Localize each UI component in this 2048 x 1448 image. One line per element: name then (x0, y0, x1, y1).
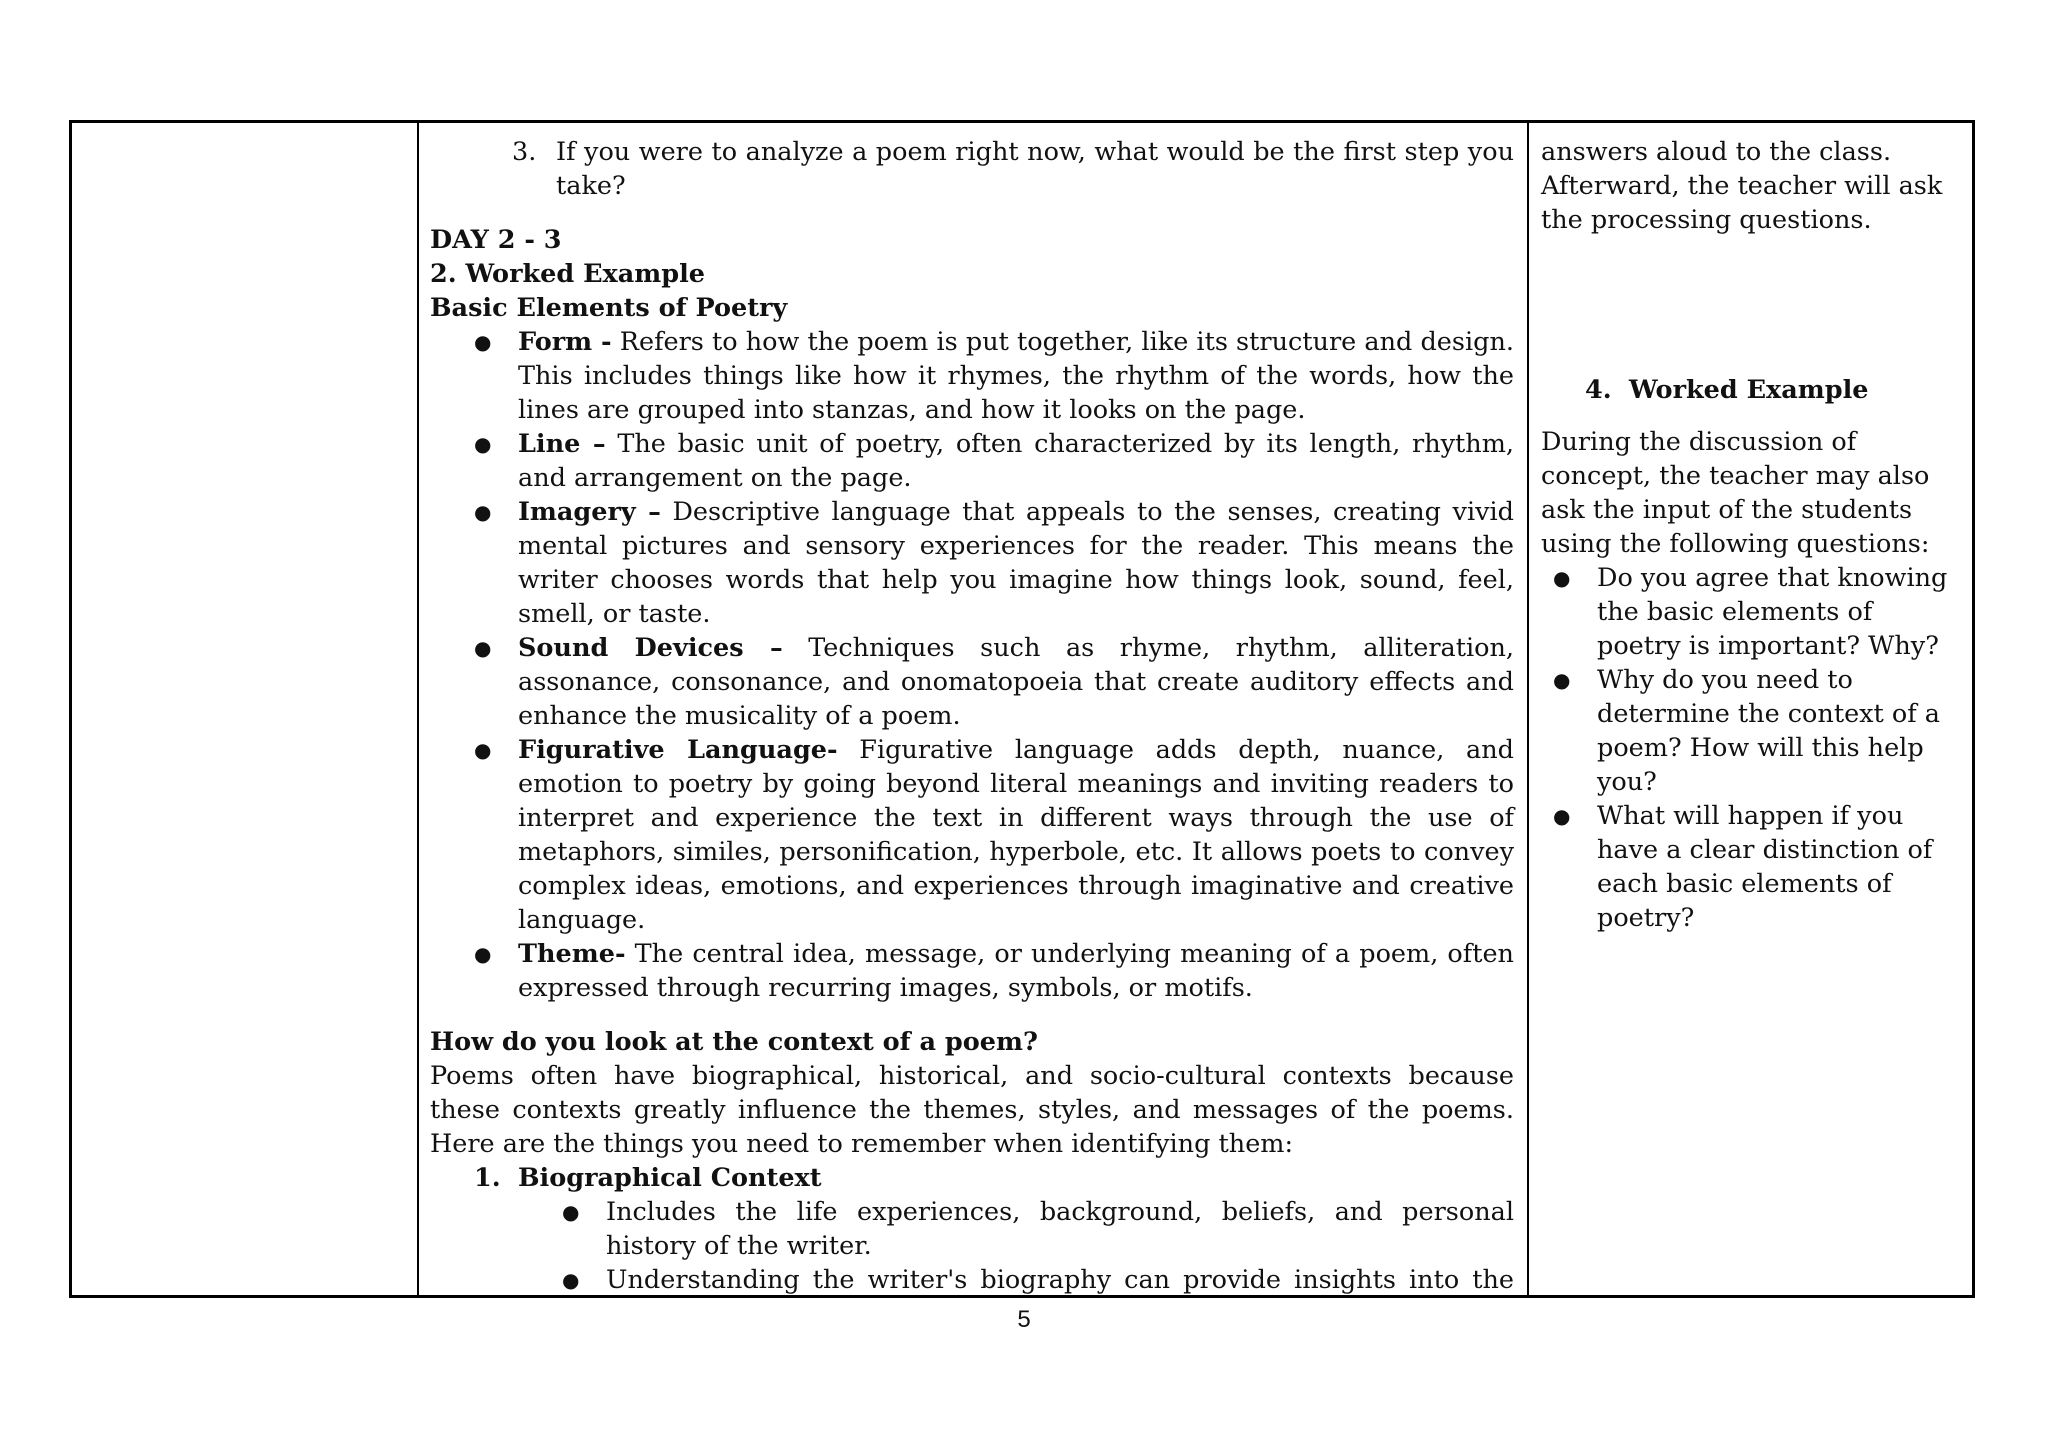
element-text (518, 427, 1514, 495)
element-item (474, 733, 1514, 937)
element-term: Line – (518, 429, 606, 459)
processing-question (1541, 561, 1960, 663)
element-item (474, 325, 1514, 427)
page-number: 5 (1017, 1306, 1031, 1333)
element-text (518, 325, 1514, 427)
question-number: 3. (512, 137, 537, 167)
bullet-icon: ● (474, 738, 492, 762)
bullet-icon: ● (1553, 566, 1571, 590)
element-term: Sound Devices – (518, 633, 783, 663)
bullet-icon: ● (474, 942, 492, 966)
question-text: What will happen if you have a clear distinction of each basic elements of poetry? (1597, 801, 1933, 933)
element-text (518, 937, 1514, 1005)
element-item (474, 937, 1514, 1005)
biographical-text: Includes the life experiences, background, beliefs, and personal history of the writer. (606, 1197, 1514, 1261)
bullet-icon: ● (1553, 804, 1571, 828)
biographical-context-heading (474, 1161, 1514, 1195)
day-label: DAY 2 - 3 (430, 225, 562, 255)
processing-question (1541, 799, 1960, 935)
bullet-icon: ● (1553, 668, 1571, 692)
biographical-label: Biographical Context (518, 1163, 822, 1193)
element-description: The central idea, message, or underlying meaning of a poem, often expressed through recurring images, symbols, or motifs. (518, 939, 1514, 1003)
element-text (518, 631, 1514, 733)
biographical-item (562, 1263, 1514, 1295)
element-text (518, 495, 1514, 631)
processing-question (1541, 663, 1960, 799)
biographical-number: 1. (474, 1163, 501, 1193)
elements-list (430, 325, 1514, 1005)
left-column-cell (72, 123, 419, 1295)
element-description: Figurative language adds depth, nuance, and emotion to poetry by going beyond literal meanings and inviting readers to interpret and experience the text in different ways through the use of metaphors, similes, personification, hyperbole, etc. It allows poets to convey complex ideas, emotions, and experiences through imaginative and creative language. (518, 735, 1514, 935)
right-column-cell (1529, 123, 1972, 1295)
biographical-item (562, 1195, 1514, 1263)
element-item (474, 495, 1514, 631)
element-description: Refers to how the poem is put together, like its structure and design. This includes things like how it rhymes, the rhythm of the words, how the lines are grouped into stanzas, and how it looks on the page. (518, 327, 1514, 425)
right-paragraph: During the discussion of concept, the teacher may also ask the input of the students using the following questions: (1541, 427, 1930, 559)
middle-column-cell (419, 123, 1529, 1295)
element-text (518, 733, 1514, 937)
lesson-plan-table (69, 120, 1975, 1298)
right-heading-label: Worked Example (1629, 375, 1869, 405)
element-description: Descriptive language that appeals to the senses, creating vivid mental pictures and sensory experiences for the reader. This means the writer chooses words that help you imagine how things look, sound, feel, smell, or taste. (518, 497, 1514, 629)
question-3 (512, 135, 1514, 203)
bullet-icon: ● (474, 636, 492, 660)
worked-example-heading: 2. Worked Example (430, 259, 705, 289)
context-paragraph: Poems often have biographical, historical, and socio-cultural contexts because these contexts greatly influence the themes, styles, and messages of the poems. Here are the things you need to remember when identifying them: (430, 1061, 1514, 1159)
element-description: Techniques such as rhyme, rhythm, alliteration, assonance, consonance, and onomatopoeia that create auditory effects and enhance the musicality of a poem. (518, 633, 1514, 731)
right-intro: answers aloud to the class. Afterward, the teacher will ask the processing questions. (1541, 137, 1943, 235)
right-worked-example-heading (1585, 373, 1960, 407)
right-heading-number: 4. (1585, 375, 1612, 405)
element-term: Form - (518, 327, 612, 357)
element-description: The basic unit of poetry, often characterized by its length, rhythm, and arrangement on the page. (518, 429, 1515, 493)
elements-heading: Basic Elements of Poetry (430, 293, 788, 323)
element-term: Imagery – (518, 497, 661, 527)
bullet-icon: ● (562, 1200, 580, 1224)
element-item (474, 631, 1514, 733)
question-text: Do you agree that knowing the basic elements of poetry is important? Why? (1597, 563, 1948, 661)
bullet-icon: ● (474, 330, 492, 354)
processing-questions-list (1541, 561, 1960, 935)
bullet-icon: ● (562, 1268, 580, 1292)
question-text: Why do you need to determine the context of a poem? How will this help you? (1597, 665, 1940, 797)
question-text: If you were to analyze a poem right now, what would be the first step you take? (556, 137, 1514, 201)
context-heading: How do you look at the context of a poem? (430, 1027, 1038, 1057)
biographical-list (430, 1195, 1514, 1295)
element-item (474, 427, 1514, 495)
bullet-icon: ● (474, 500, 492, 524)
biographical-text: Understanding the writer's biography can provide insights into the (606, 1265, 1514, 1295)
bullet-icon: ● (474, 432, 492, 456)
element-term: Figurative Language- (518, 735, 838, 765)
element-term: Theme- (518, 939, 626, 969)
